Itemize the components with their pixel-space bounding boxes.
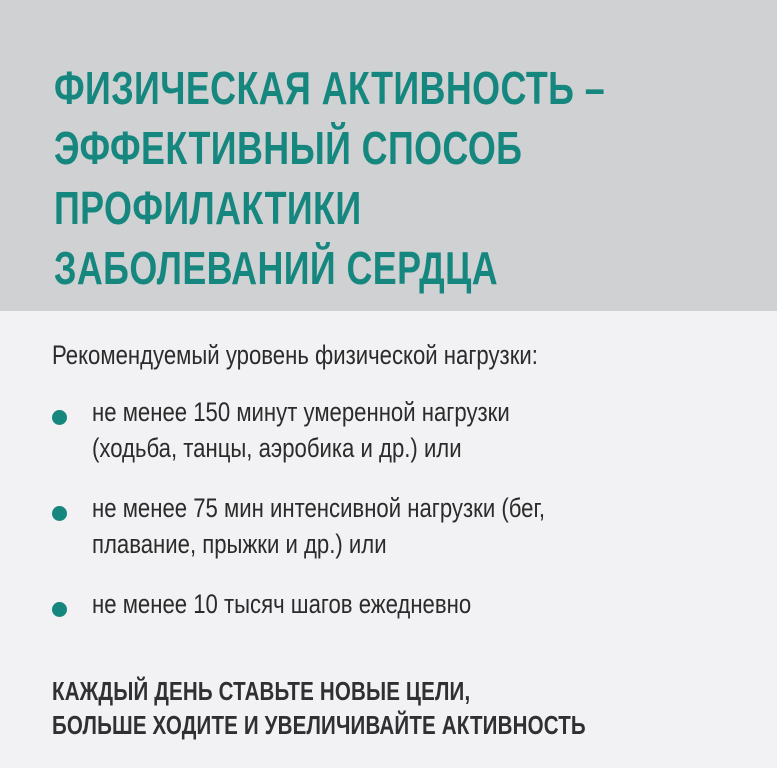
recommendation-line-2: плавание, прыжки и др.) или [92,529,387,559]
recommendation-line-1: не менее 150 минут умеренной нагрузки [92,397,510,427]
recommendation-list [52,394,752,646]
page-title [54,58,606,298]
bullet-dot-icon [52,506,67,521]
recommendation-line-1: не менее 10 тысяч шагов ежедневно [92,589,472,619]
recommended-level-label: Рекомендуемый уровень физической нагрузки: [52,340,538,370]
recommendation-item-moderate [52,394,752,466]
bullet-dot-icon [52,410,67,425]
title-line-1: ФИЗИЧЕСКАЯ АКТИВНОСТЬ – [54,62,606,114]
recommendation-item-intensive [52,490,752,562]
call-to-action [52,674,586,742]
bullet-dot-icon [52,602,67,617]
call-to-action-line-1: КАЖДЫЙ ДЕНЬ СТАВЬТЕ НОВЫЕ ЦЕЛИ, [52,676,471,706]
header-panel [0,0,777,311]
title-line-3: ПРОФИЛАКТИКИ [54,182,362,234]
call-to-action-line-2: БОЛЬШЕ ХОДИТЕ И УВЕЛИЧИВАЙТЕ АКТИВНОСТЬ [52,710,586,740]
recommendation-line-1: не менее 75 мин интенсивной нагрузки (бег, [92,493,546,523]
title-line-2: ЭФФЕКТИВНЫЙ СПОСОБ [54,122,523,174]
recommendation-text [92,394,633,466]
recommendation-line-2: (ходьба, танцы, аэробика и др.) или [92,433,462,463]
title-line-4: ЗАБОЛЕВАНИЙ СЕРДЦА [54,242,499,294]
recommendation-text [92,586,633,622]
recommendation-text [92,490,633,562]
recommendation-item-steps [52,586,752,622]
